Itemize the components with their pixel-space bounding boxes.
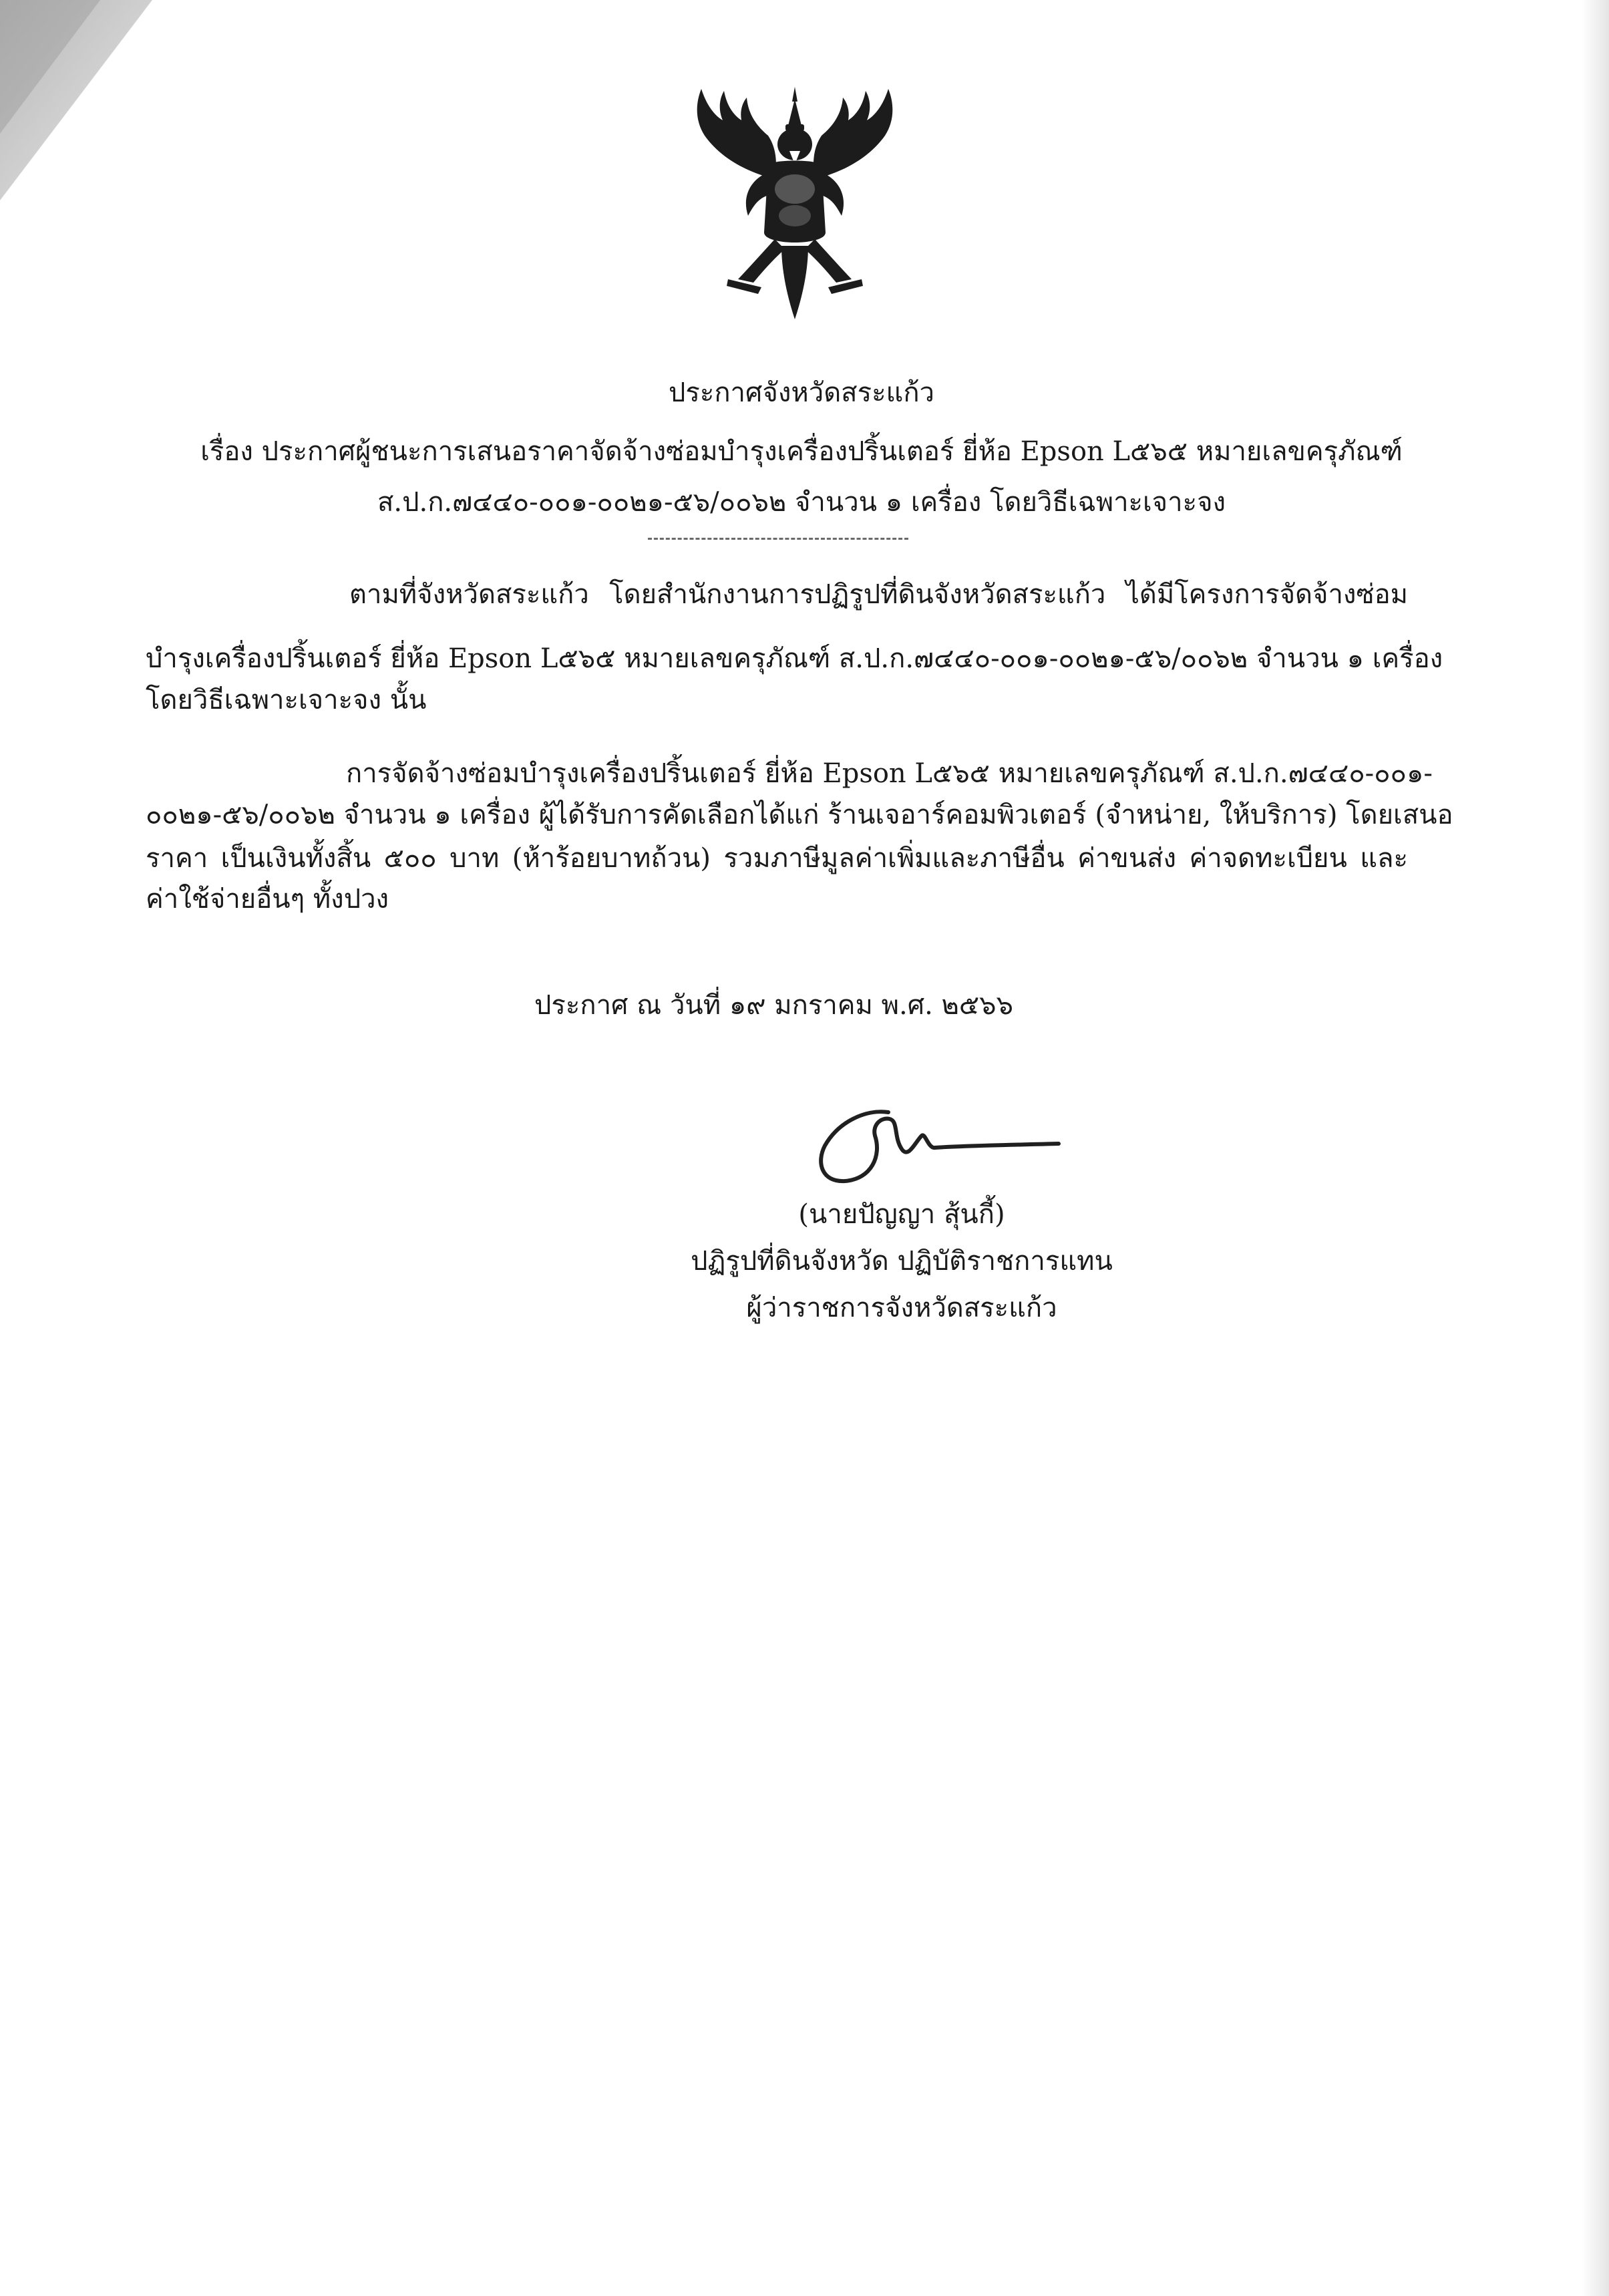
subject-line: เรื่อง ประกาศผู้ชนะการเสนอราคาจัดจ้างซ่อมบำรุงเครื่องปริ้นเตอร์ ยี่ห้อ Epson L๕๖๕ หมายเลขครุภัณฑ์ [200,436,1403,467]
garuda-emblem-icon [675,79,915,326]
signature-icon [808,1096,1062,1196]
paragraph-line: โดยวิธีเฉพาะเจาะจง นั้น [146,685,427,715]
paragraph-line: ๐๐๒๑-๕๖/๐๐๖๒ จำนวน ๑ เครื่อง ผู้ได้รับการคัดเลือกได้แก่ ร้านเจอาร์คอมพิวเตอร์ (จำหน่าย, ให้บริการ) โดยเสนอ [146,800,1453,830]
paragraph-line: ราคา เป็นเงินทั้งสิ้น ๕๐๐ บาท (ห้าร้อยบาทถ้วน) รวมภาษีมูลค่าเพิ่มและภาษีอื่น ค่าขนส่ง ค่าจดทะเบียน และ [146,843,1408,874]
paragraph-line: ค่าใช้จ่ายอื่นๆ ทั้งปวง [146,884,389,915]
subject-line: ส.ป.ก.๗๔๔๐-๐๐๑-๐๐๒๑-๕๖/๐๐๖๒ จำนวน ๑ เครื่อง โดยวิธีเฉพาะเจาะจง [377,487,1226,518]
divider [648,538,908,540]
paragraph-line: การจัดจ้างซ่อมบำรุงเครื่องปริ้นเตอร์ ยี่ห้อ Epson L๕๖๕ หมายเลขครุภัณฑ์ ส.ป.ก.๗๔๔๐-๐๐๑- [346,758,1433,789]
scan-edge [1582,0,1609,2296]
announcement-date: ประกาศ ณ วันที่ ๑๙ มกราคม พ.ศ. ๒๕๖๖ [534,990,1013,1021]
paragraph-line: ตามที่จังหวัดสระแก้ว โดยสำนักงานการปฏิรูปที่ดินจังหวัดสระแก้ว ได้มีโครงการจัดจ้างซ่อม [349,579,1408,610]
paragraph-line: บำรุงเครื่องปริ้นเตอร์ ยี่ห้อ Epson L๕๖๕ หมายเลขครุภัณฑ์ ส.ป.ก.๗๔๔๐-๐๐๑-๐๐๒๑-๕๖/๐๐๖๒ จำนวน ๑ เครื่อง [146,643,1443,674]
signatory-name: (นายปัญญา สุ้นกี้) [798,1199,1005,1230]
signatory-authority: ผู้ว่าราชการจังหวัดสระแก้ว [746,1293,1057,1323]
announcement-title: ประกาศจังหวัดสระแก้ว [668,377,935,408]
scan-corner-shadow [0,0,174,214]
signatory-position: ปฏิรูปที่ดินจังหวัด ปฏิบัติราชการแทน [691,1246,1113,1277]
